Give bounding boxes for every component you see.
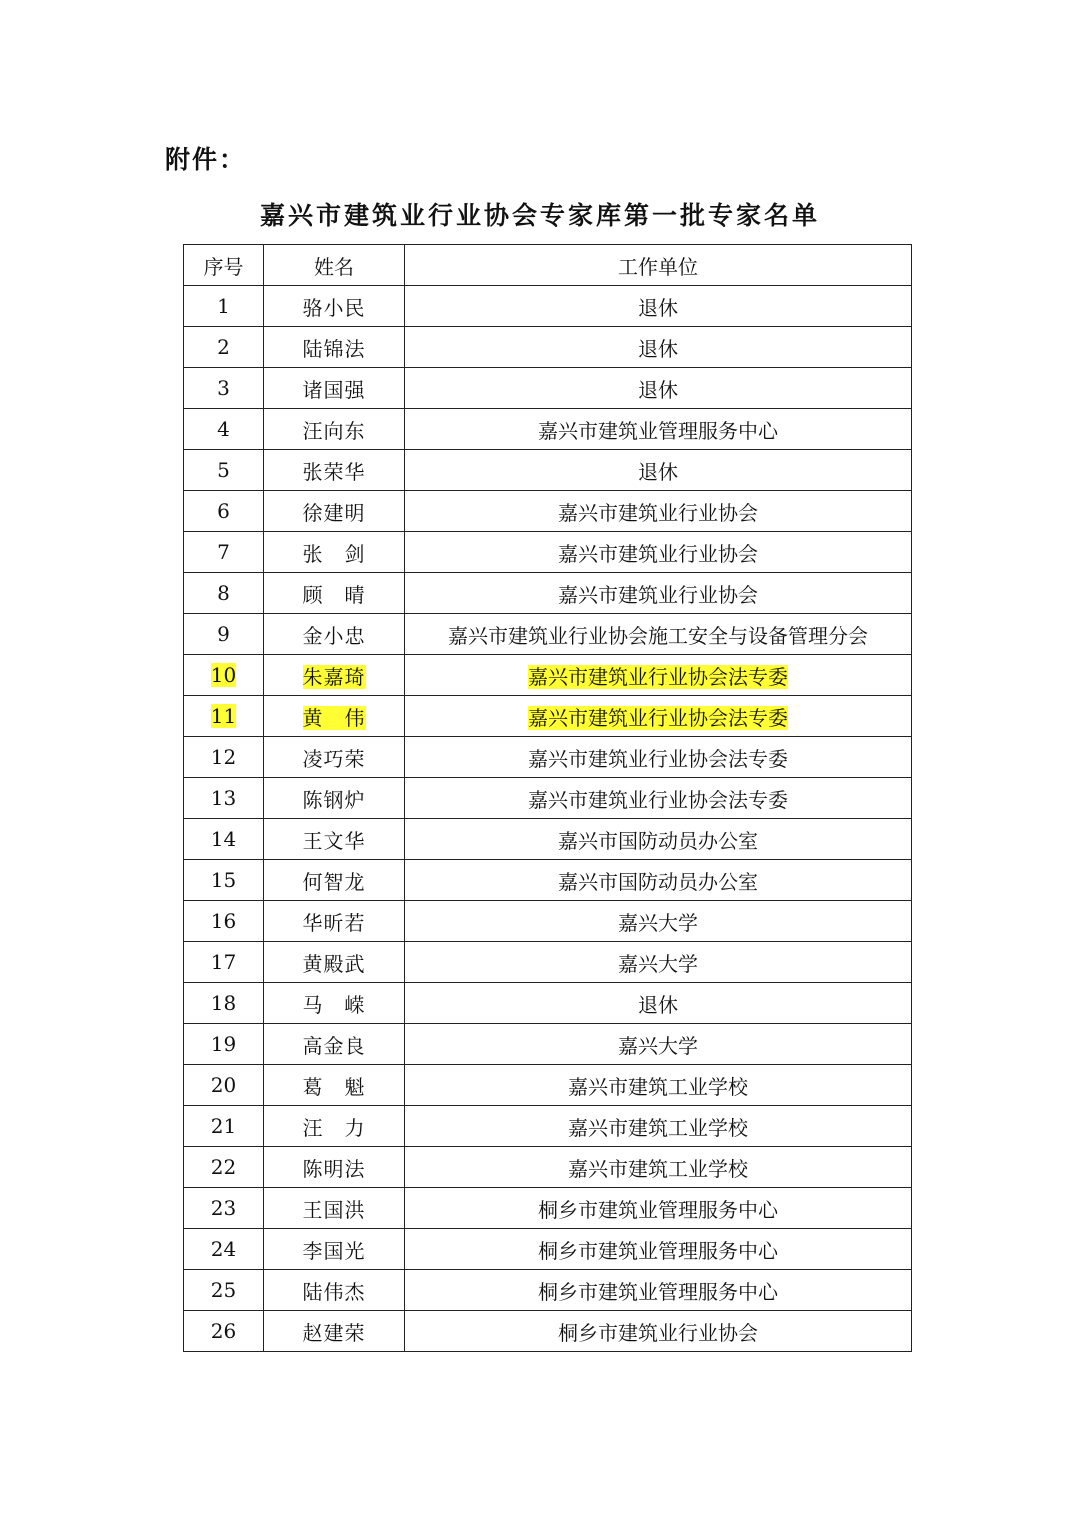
name-cell — [264, 737, 405, 778]
work-unit-cell-text: 桐乡市建筑业行业协会 — [558, 1320, 758, 1345]
name-cell — [264, 1188, 405, 1229]
work-unit-cell — [405, 286, 912, 327]
serial-number-cell-text: 13 — [210, 786, 237, 810]
name-cell — [264, 1270, 405, 1311]
work-unit-cell-text: 嘉兴市建筑业行业协会 — [558, 500, 758, 525]
table-row — [184, 1147, 912, 1188]
work-unit-cell-text: 嘉兴市建筑工业学校 — [568, 1115, 748, 1140]
serial-number-cell — [184, 655, 264, 696]
serial-number-cell — [184, 614, 264, 655]
serial-number-cell-text: 6 — [217, 499, 230, 523]
name-cell-text: 李国光 — [302, 1238, 366, 1263]
table-row — [184, 655, 912, 696]
serial-number-cell — [184, 1229, 264, 1270]
work-unit-cell — [405, 573, 912, 614]
work-unit-cell — [405, 901, 912, 942]
work-unit-cell-text: 退休 — [638, 459, 678, 484]
serial-number-cell-text: 18 — [210, 991, 237, 1015]
name-cell — [264, 942, 405, 983]
name-cell — [264, 614, 405, 655]
serial-number-cell — [184, 1147, 264, 1188]
name-cell-text: 黄 伟 — [302, 705, 366, 730]
serial-number-cell — [184, 368, 264, 409]
serial-number-cell — [184, 327, 264, 368]
name-cell-text: 汪向东 — [302, 418, 366, 443]
serial-number-cell — [184, 860, 264, 901]
work-unit-cell-text: 嘉兴市国防动员办公室 — [558, 869, 758, 894]
table-row — [184, 696, 912, 737]
serial-number-cell — [184, 573, 264, 614]
name-cell-text: 赵建荣 — [302, 1320, 366, 1345]
table-row — [184, 614, 912, 655]
serial-number-cell — [184, 942, 264, 983]
table-row — [184, 450, 912, 491]
work-unit-cell — [405, 532, 912, 573]
serial-number-cell — [184, 1188, 264, 1229]
work-unit-cell — [405, 1106, 912, 1147]
work-unit-cell — [405, 696, 912, 737]
serial-number-cell — [184, 1106, 264, 1147]
table-row — [184, 327, 912, 368]
work-unit-cell — [405, 1024, 912, 1065]
serial-number-cell-text: 9 — [217, 622, 230, 646]
table-body — [184, 286, 912, 1352]
work-unit-cell — [405, 1147, 912, 1188]
name-cell — [264, 655, 405, 696]
name-cell-text: 王国洪 — [302, 1197, 366, 1222]
name-cell — [264, 1147, 405, 1188]
name-cell-text: 王文华 — [302, 828, 366, 853]
work-unit-cell-text: 退休 — [638, 336, 678, 361]
work-unit-cell — [405, 778, 912, 819]
table-row — [184, 983, 912, 1024]
serial-number-cell-text: 10 — [210, 663, 237, 687]
serial-number-cell — [184, 491, 264, 532]
work-unit-cell — [405, 737, 912, 778]
work-unit-cell-text: 嘉兴市国防动员办公室 — [558, 828, 758, 853]
name-cell-text: 陈明法 — [302, 1156, 366, 1181]
serial-number-cell-text: 21 — [210, 1114, 237, 1138]
table-row — [184, 491, 912, 532]
work-unit-cell-text: 退休 — [638, 295, 678, 320]
work-unit-cell-text: 桐乡市建筑业管理服务中心 — [538, 1197, 778, 1222]
serial-number-cell — [184, 901, 264, 942]
name-cell — [264, 778, 405, 819]
name-cell — [264, 1065, 405, 1106]
work-unit-cell — [405, 450, 912, 491]
serial-number-cell-text: 5 — [217, 458, 230, 482]
name-cell-text: 骆小民 — [302, 295, 366, 320]
table-row — [184, 901, 912, 942]
work-unit-cell — [405, 942, 912, 983]
name-cell-text: 黄殿武 — [302, 951, 366, 976]
table-row — [184, 573, 912, 614]
table-row — [184, 860, 912, 901]
work-unit-cell-text: 嘉兴大学 — [618, 951, 698, 976]
name-cell — [264, 819, 405, 860]
serial-number-cell — [184, 1311, 264, 1352]
serial-number-cell — [184, 819, 264, 860]
name-cell — [264, 860, 405, 901]
name-cell-text: 诸国强 — [302, 377, 366, 402]
name-cell-text: 张荣华 — [302, 459, 366, 484]
serial-number-cell-text: 3 — [217, 376, 230, 400]
name-cell — [264, 696, 405, 737]
table-row — [184, 409, 912, 450]
work-unit-cell-text: 嘉兴市建筑业行业协会法专委 — [528, 705, 788, 730]
table-row — [184, 368, 912, 409]
serial-number-cell-text: 12 — [210, 745, 237, 769]
work-unit-cell-text: 嘉兴市建筑业管理服务中心 — [538, 418, 778, 443]
work-unit-cell — [405, 368, 912, 409]
table-row — [184, 532, 912, 573]
table-row — [184, 1024, 912, 1065]
serial-number-cell-text: 20 — [210, 1073, 237, 1097]
name-cell-text: 马 嵘 — [302, 992, 366, 1017]
name-cell — [264, 983, 405, 1024]
serial-number-cell-text: 24 — [210, 1237, 237, 1261]
work-unit-cell — [405, 491, 912, 532]
name-cell — [264, 1311, 405, 1352]
serial-number-cell — [184, 778, 264, 819]
work-unit-cell-text: 嘉兴市建筑业行业协会法专委 — [528, 787, 788, 812]
serial-number-cell — [184, 409, 264, 450]
serial-number-cell — [184, 983, 264, 1024]
table-row — [184, 1106, 912, 1147]
work-unit-cell-text: 嘉兴市建筑业行业协会 — [558, 582, 758, 607]
work-unit-cell — [405, 614, 912, 655]
work-unit-cell — [405, 819, 912, 860]
work-unit-cell — [405, 1270, 912, 1311]
name-cell — [264, 368, 405, 409]
table-row — [184, 737, 912, 778]
header-work-unit: 工作单位 — [405, 245, 912, 286]
serial-number-cell-text: 2 — [217, 335, 230, 359]
name-cell — [264, 450, 405, 491]
name-cell-text: 陆锦法 — [302, 336, 366, 361]
name-cell-text: 凌巧荣 — [302, 746, 366, 771]
serial-number-cell — [184, 532, 264, 573]
table-row — [184, 819, 912, 860]
table-row — [184, 1229, 912, 1270]
name-cell — [264, 1106, 405, 1147]
work-unit-cell-text: 嘉兴市建筑工业学校 — [568, 1074, 748, 1099]
serial-number-cell-text: 14 — [210, 827, 237, 851]
work-unit-cell — [405, 409, 912, 450]
table-row — [184, 286, 912, 327]
name-cell — [264, 532, 405, 573]
name-cell — [264, 1229, 405, 1270]
name-cell-text: 高金良 — [302, 1033, 366, 1058]
name-cell — [264, 491, 405, 532]
serial-number-cell-text: 1 — [217, 294, 230, 318]
name-cell-text: 华昕若 — [302, 910, 366, 935]
serial-number-cell-text: 19 — [210, 1032, 237, 1056]
name-cell — [264, 901, 405, 942]
work-unit-cell — [405, 655, 912, 696]
name-cell-text: 徐建明 — [302, 500, 366, 525]
table-row — [184, 942, 912, 983]
name-cell-text: 陈钢炉 — [302, 787, 366, 812]
work-unit-cell — [405, 1065, 912, 1106]
serial-number-cell — [184, 696, 264, 737]
serial-number-cell-text: 25 — [210, 1278, 237, 1302]
document-title: 嘉兴市建筑业行业协会专家库第一批专家名单 — [259, 201, 820, 230]
serial-number-cell-text: 22 — [210, 1155, 237, 1179]
work-unit-cell — [405, 860, 912, 901]
serial-number-cell — [184, 286, 264, 327]
name-cell-text: 何智龙 — [302, 869, 366, 894]
name-cell — [264, 1024, 405, 1065]
name-cell-text: 陆伟杰 — [302, 1279, 366, 1304]
serial-number-cell-text: 15 — [210, 868, 237, 892]
expert-roster-table — [183, 244, 912, 1352]
name-cell-text: 金小忠 — [302, 623, 366, 648]
table-row — [184, 1270, 912, 1311]
serial-number-cell — [184, 1270, 264, 1311]
work-unit-cell — [405, 1188, 912, 1229]
name-cell — [264, 409, 405, 450]
table-row — [184, 1188, 912, 1229]
name-cell-text: 朱嘉琦 — [302, 664, 366, 689]
serial-number-cell-text: 11 — [210, 704, 237, 728]
serial-number-cell-text: 8 — [217, 581, 230, 605]
work-unit-cell-text: 嘉兴大学 — [618, 1033, 698, 1058]
name-cell — [264, 327, 405, 368]
header-serial-number: 序号 — [184, 245, 264, 286]
work-unit-cell — [405, 1311, 912, 1352]
name-cell-text: 张 剑 — [302, 541, 366, 566]
work-unit-cell — [405, 327, 912, 368]
work-unit-cell-text: 桐乡市建筑业管理服务中心 — [538, 1279, 778, 1304]
serial-number-cell-text: 26 — [210, 1319, 237, 1343]
header-name: 姓名 — [264, 245, 405, 286]
table-row — [184, 1065, 912, 1106]
work-unit-cell-text: 桐乡市建筑业管理服务中心 — [538, 1238, 778, 1263]
serial-number-cell — [184, 450, 264, 491]
name-cell-text: 葛 魁 — [302, 1074, 366, 1099]
work-unit-cell-text: 嘉兴大学 — [618, 910, 698, 935]
name-cell-text: 汪 力 — [302, 1115, 366, 1140]
work-unit-cell-text: 嘉兴市建筑业行业协会法专委 — [528, 746, 788, 771]
work-unit-cell-text: 退休 — [638, 992, 678, 1017]
serial-number-cell — [184, 737, 264, 778]
table-row — [184, 778, 912, 819]
serial-number-cell — [184, 1065, 264, 1106]
work-unit-cell-text: 嘉兴市建筑工业学校 — [568, 1156, 748, 1181]
serial-number-cell-text: 16 — [210, 909, 237, 933]
work-unit-cell — [405, 1229, 912, 1270]
serial-number-cell-text: 23 — [210, 1196, 237, 1220]
table-header-row — [184, 245, 912, 286]
work-unit-cell-text: 嘉兴市建筑业行业协会法专委 — [528, 664, 788, 689]
work-unit-cell-text: 退休 — [638, 377, 678, 402]
name-cell-text: 顾 晴 — [302, 582, 366, 607]
attachment-label: 附件： — [165, 145, 247, 174]
work-unit-cell-text: 嘉兴市建筑业行业协会施工安全与设备管理分会 — [448, 623, 868, 648]
serial-number-cell-text: 4 — [217, 417, 230, 441]
work-unit-cell — [405, 983, 912, 1024]
name-cell — [264, 573, 405, 614]
serial-number-cell — [184, 1024, 264, 1065]
work-unit-cell-text: 嘉兴市建筑业行业协会 — [558, 541, 758, 566]
name-cell — [264, 286, 405, 327]
table-row — [184, 1311, 912, 1352]
serial-number-cell-text: 17 — [210, 950, 237, 974]
serial-number-cell-text: 7 — [217, 540, 230, 564]
